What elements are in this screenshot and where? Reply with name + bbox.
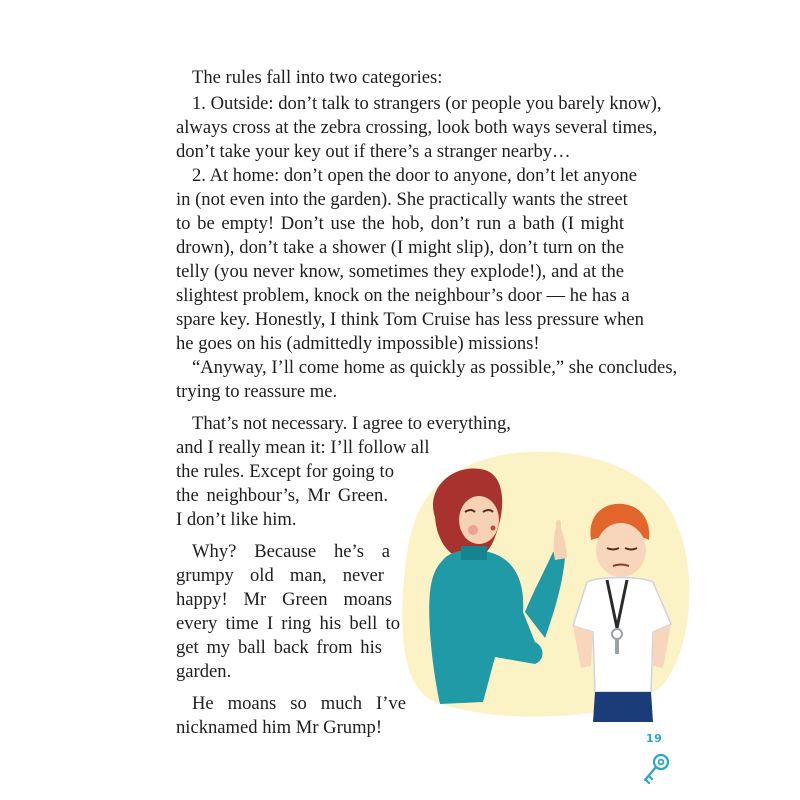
text-line: happy! Mr Green moans: [176, 589, 392, 610]
text-line: he goes on his (admittedly impossible) missions!: [176, 333, 540, 354]
text-line: garden.: [176, 661, 232, 682]
text-line: to be empty! Don’t use the hob, don’t run a bath (I might: [176, 213, 624, 234]
text-line: always cross at the zebra crossing, look both ways several times,: [176, 117, 658, 138]
page-number: 19: [646, 732, 663, 745]
text-line: I don’t like him.: [176, 509, 297, 530]
key-icon: [640, 752, 672, 788]
text-line: every time I ring his bell to: [176, 613, 400, 634]
text-line: That’s not necessary. I agree to everything,: [192, 413, 511, 434]
text-line: slightest problem, knock on the neighbour’s door — he has a: [176, 285, 630, 306]
text-line: 1. Outside: don’t talk to strangers (or people you barely know),: [192, 93, 662, 114]
text-line: “Anyway, I’ll come home as quickly as possible,” she concludes,: [192, 357, 678, 378]
text-line: in (not even into the garden). She practically wants the street: [176, 189, 628, 210]
text-line: 2. At home: don’t open the door to anyone, don’t let anyone: [192, 165, 637, 186]
text-line: telly (you never know, sometimes they explode!), and at the: [176, 261, 624, 282]
text-line: drown), don’t take a shower (I might slip), don’t turn on the: [176, 237, 624, 258]
text-line: and I really mean it: I’ll follow all: [176, 437, 430, 458]
text-line: The rules fall into two categories:: [192, 67, 443, 88]
text-line: don’t take your key out if there’s a stranger nearby…: [176, 141, 571, 162]
text-line: get my ball back from his: [176, 637, 382, 658]
text-line: spare key. Honestly, I think Tom Cruise has less pressure when: [176, 309, 644, 330]
text-line: the rules. Except for going to: [176, 461, 394, 482]
text-line: trying to reassure me.: [176, 381, 338, 402]
illustration-mother-and-son: [395, 442, 695, 722]
text-line: grumpy old man, never: [176, 565, 384, 586]
text-line: nicknamed him Mr Grump!: [176, 717, 383, 738]
text-line: the neighbour’s, Mr Green.: [176, 485, 388, 506]
text-line: Why? Because he’s a: [192, 541, 390, 562]
text-line: He moans so much I’ve: [192, 693, 406, 714]
